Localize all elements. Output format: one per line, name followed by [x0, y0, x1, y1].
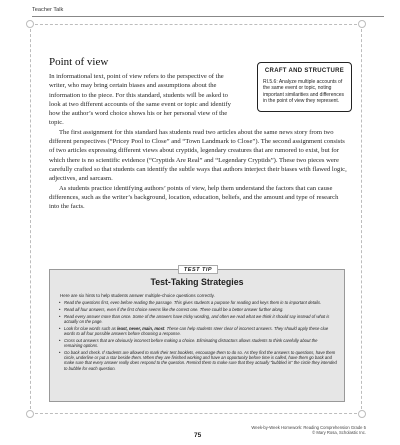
- craft-structure-heading: CRAFT AND STRUCTURE: [264, 68, 345, 74]
- credit-title: Week-by-Week Homework: Reading Comprehension Grade 5: [251, 425, 366, 430]
- body-paragraph-1: The first assignment for this standard has students read two articles about the same news story from two different perspectives (“Pricey Pool to Close” and “Town Landmark to Close”). The second assignment consists of two articles expressing different views about cryptids, legendary creatures that are rumored to exist, but for which there is no scientific evidence (“Cryptids Are Real” and “Legendary Cryptids”). These two pieces were carefully crafted so that students can identify the subtle ways that authors interject their biases with flawed logic, adjectives, and sarcasm.: [49, 128, 347, 183]
- craft-structure-box: [257, 62, 352, 112]
- bullet-icon: •: [59, 313, 61, 319]
- intro-paragraph: In informational text, point of view refers to the perspective of the writer, who may bring certain biases and assumptions about the information to the piece. For this standard, students will be asked to look at two different accounts of the same event or topic and identify how the author’s word choice shows his or her personal view of the topic.: [49, 73, 231, 127]
- tip-item: [59, 300, 337, 305]
- tip-item: [59, 307, 337, 312]
- frame-corner-top-left: [26, 20, 34, 28]
- tip-lead: Go back and check. If students are allowed to mark their test booklets, encourage them to do so. As they find the answers to questions, have them circle, underline or put a star beside them. When they are finished working and have an opportunity before time is called, have them go back and make sure that every answer really does respond to the question. Remind them to make sure that they actually “bubbled in” the circle they intended to bubble for each question.: [64, 349, 337, 371]
- bullet-icon: •: [59, 349, 61, 355]
- tip-item: [59, 326, 337, 337]
- frame-corner-bottom-left: [26, 410, 34, 418]
- frame-corner-bottom-right: [358, 410, 366, 418]
- tip-lead: Read all four answers, even if the first choice seems like the correct one. There could be a better answer further along.: [64, 306, 284, 312]
- standard-text: RI.5.6: Analyze multiple accounts of the same event or topic, noting important similarities and differences in the point of view they represent.: [263, 79, 345, 105]
- test-tip-intro: Here are six hints to help students answer multiple-choice questions correctly.: [60, 293, 215, 298]
- tip-item: [59, 314, 337, 325]
- section-title: Point of view: [49, 56, 109, 68]
- footer-credit: [251, 425, 366, 435]
- body-paragraph-2: As students practice identifying authors’ points of view, help them understand the factors that can cause differences, such as the writer’s background, location, education, beliefs, and the amount and type of research into the facts.: [49, 184, 339, 211]
- bullet-icon: •: [59, 325, 61, 331]
- page-number: 75: [194, 432, 202, 439]
- test-tip-tag: TEST TIP: [178, 265, 218, 274]
- tip-rest: . These can help students steer clear of incorrect answers. They should apply these clue words to all four possible answers before choosing a response.: [64, 325, 329, 336]
- bullet-icon: •: [59, 300, 61, 305]
- bullet-icon: •: [59, 337, 61, 343]
- tip-list: [59, 300, 337, 373]
- clue-words: least, never, main, most: [117, 325, 165, 331]
- frame-corner-top-right: [358, 20, 366, 28]
- test-tip-title: Test-Taking Strategies: [150, 277, 244, 287]
- credit-copyright: © Mary Rosa, Scholastic Inc.: [312, 430, 366, 436]
- tip-lead: Cross out answers that are obviously incorrect before making a choice. Eliminating distractors allows students to think carefully about the remaining options.: [64, 337, 318, 349]
- intro-block: [49, 68, 349, 128]
- tip-lead: Read the questions first, even before reading the passage. This gives students a purpose for reading and keys them in to important details.: [64, 300, 322, 305]
- main-content: [49, 56, 349, 211]
- bullet-icon: •: [59, 306, 61, 312]
- page-section-label: Teacher Talk: [32, 7, 64, 13]
- test-tip-box: [49, 269, 345, 402]
- tip-item: [59, 338, 337, 349]
- tip-lead: Look for clue words such as: [64, 325, 118, 331]
- tip-lead: Read every answer more than once. Some of the answers have tricky wording, and often we read what we think it should say instead of what is actually on the page.: [64, 313, 330, 324]
- header-rule: [32, 16, 384, 17]
- tip-item: [59, 350, 337, 371]
